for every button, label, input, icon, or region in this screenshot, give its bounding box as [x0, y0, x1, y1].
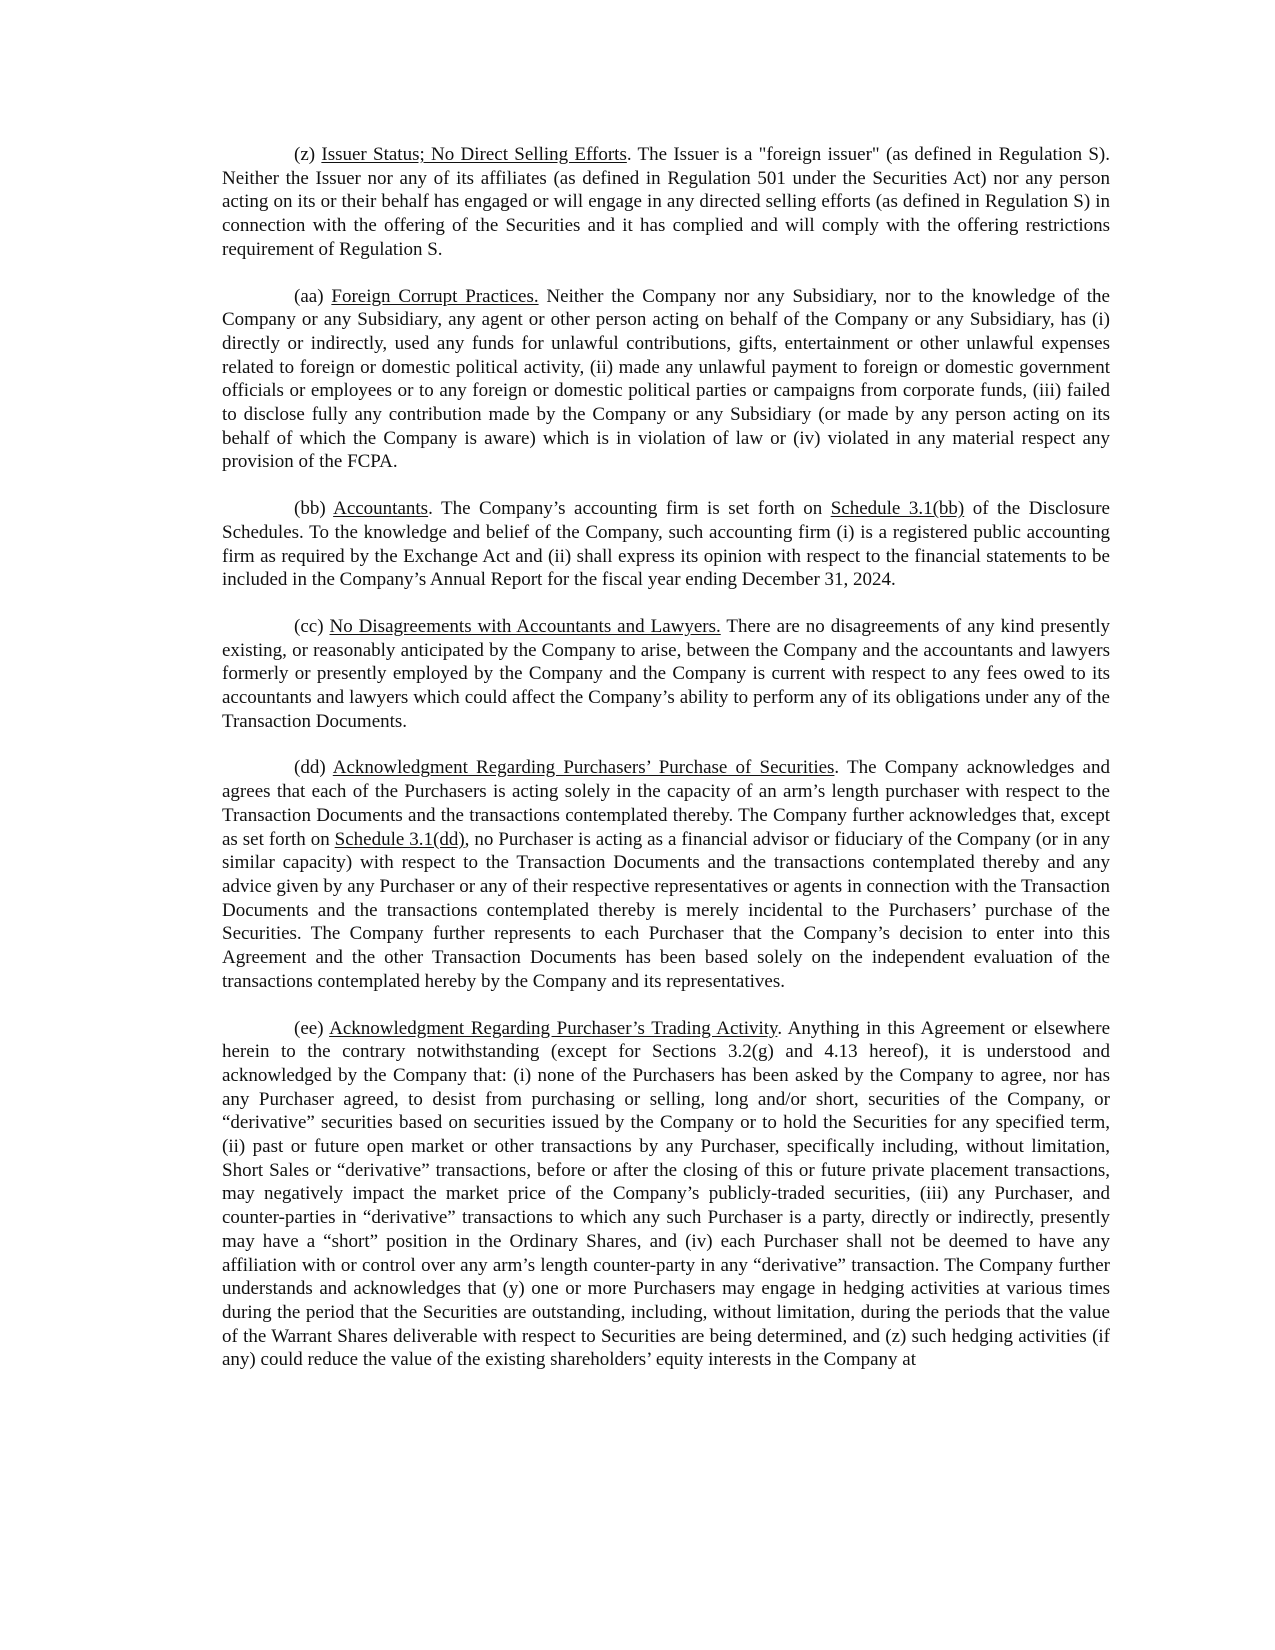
section-text: , no Purchaser is acting as a financial advisor or fiduciary of the Company (or in any similar capacity) with respect to the Transaction Documents and the transactions contemplated thereby and any advice given by any Purchaser or any of their respective representatives or agents in connection with the Transaction Documents and the transactions contemplated thereby is merely incidental to the Purchasers’ purchase of the Securities. The Company further represents to each Purchaser that the Company’s decision to enter into this Agreement and the other Transaction Documents has been based solely on the independent evaluation of the transactions contemplated hereby by the Company and its representatives.	[222, 828, 1110, 992]
section-dd	[222, 756, 1110, 993]
section-label: (ee)	[294, 1017, 324, 1039]
section-heading: Issuer Status; No Direct Selling Efforts	[321, 144, 627, 165]
section-text: There are no disagreements of any kind presently existing, or reasonably anticipated by the Company to arise, between the Company and the accountants and lawyers formerly or presently employed by the Company and the Company is current with respect to any fees owed to its accountants and lawyers which could affect the Company’s ability to perform any of its obligations under any of the Transaction Documents.	[222, 615, 1110, 732]
section-label: (bb)	[294, 498, 326, 520]
section-heading: Foreign Corrupt Practices.	[331, 285, 539, 307]
section-text: of the Disclosure Schedules. To the knowledge and belief of the Company, such accounting firm (i) is a registered public accounting firm as required by the Exchange Act and (ii) shall express its opinion with respect to the financial statements to be included in the Company’s Annual Report for the fiscal year ending December 31, 2024.	[222, 498, 1110, 591]
section-cc	[222, 615, 1110, 734]
section-label: (aa)	[294, 285, 324, 307]
schedule-reference: Schedule 3.1(bb)	[830, 498, 965, 520]
section-heading: Acknowledgment Regarding Purchasers’ Purchase of Securities	[332, 757, 835, 779]
section-heading: Acknowledgment Regarding Purchaser’s Trading Activity	[329, 1017, 778, 1039]
section-label: (z)	[294, 144, 316, 165]
section-heading: Accountants	[333, 498, 429, 520]
section-label: (cc)	[294, 615, 324, 637]
section-text: . The Company’s accounting firm is set forth on	[428, 498, 831, 520]
section-heading: No Disagreements with Accountants and Lawyers.	[329, 615, 721, 637]
section-text: . Anything in this Agreement or elsewhere herein to the contrary notwithstanding (except for Sections 3.2(g) and 4.13 hereof), it is understood and acknowledged by the Company that: (i) none of the Purchasers has been asked by the Company to agree, nor has any Purchaser agreed, to desist from purchasing or selling, long and/or short, securities of the Company, or “derivative” securities based on securities issued by the Company or to hold the Securities for any specified term, (ii) past or future open market or other transactions by any Purchaser, specifically including, without limitation, Short Sales or “derivative” transactions, before or after the closing of this or future private placement transactions, may negatively impact the market price of the Company’s publicly-traded securities, (iii) any Purchaser, and counter-parties in “derivative” transactions to which any such Purchaser is a party, directly or indirectly, presently may have a “short” position in the Ordinary Shares, and (iv) each Purchaser shall not be deemed to have any affiliation with or control over any arm’s length counter-party in any “derivative” transaction. The Company further understands and acknowledges that (y) one or more Purchasers may engage in hedging activities at various times during the period that the Securities are outstanding, including, without limitation, during the periods that the value of the Warrant Shares deliverable with respect to Securities are being determined, and (z) such hedging activities (if any) could reduce the value of the existing shareholders’ equity interests in the Company at	[222, 1017, 1111, 1371]
section-text: Neither the Company nor any Subsidiary, nor to the knowledge of the Company or any Subsidiary, any agent or other person acting on behalf of the Company or any Subsidiary, has (i) directly or indirectly, used any funds for unlawful contributions, gifts, entertainment or other unlawful expenses related to foreign or domestic political activity, (ii) made any unlawful payment to foreign or domestic government officials or employees or to any foreign or domestic political parties or campaigns from corporate funds, (iii) failed to disclose fully any contribution made by the Company or any Subsidiary (or made by any person acting on its behalf of which the Company is aware) which is in violation of law or (iv) violated in any material respect any provision of the FCPA.	[222, 285, 1110, 473]
schedule-reference: Schedule 3.1(dd)	[334, 828, 465, 850]
section-bb	[222, 497, 1110, 592]
document-page	[222, 143, 1110, 1372]
section-ee	[222, 1017, 1110, 1373]
section-z	[222, 143, 1110, 262]
section-label: (dd)	[294, 757, 326, 779]
section-text: . The Company acknowledges and agrees that each of the Purchasers is acting solely in the capacity of an arm’s length purchaser with respect to the Transaction Documents and the transactions contemplated thereby. The Company further acknowledges that, except as set forth on	[222, 757, 1110, 850]
section-text: . The Issuer is a "foreign issuer" (as defined in Regulation S). Neither the Issuer nor any of its affiliates (as defined in Regulation 501 under the Securities Act) nor any person acting on its or their behalf has engaged or will engage in any directed selling efforts (as defined in Regulation S) in connection with the offering of the Securities and it has complied and will comply with the offering restrictions requirement of Regulation S.	[222, 144, 1110, 260]
section-aa	[222, 285, 1110, 475]
